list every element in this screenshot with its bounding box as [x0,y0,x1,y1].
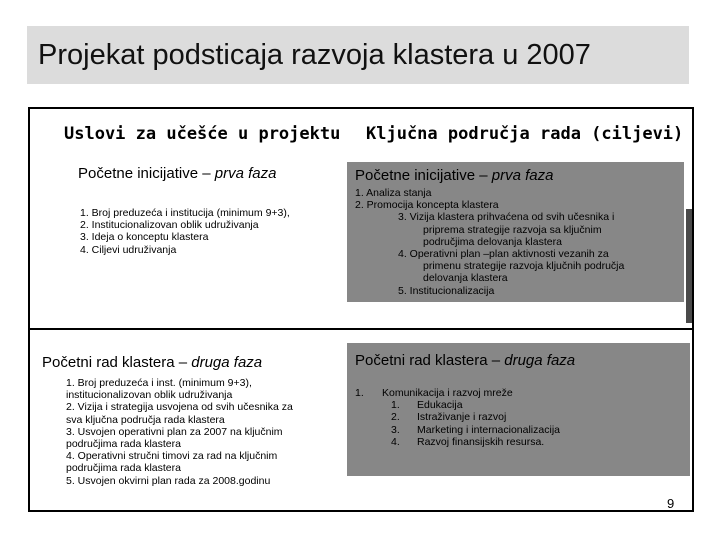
left-heading: Uslovi za učešće u projektu [64,124,341,144]
second-phase-right-label: Početni rad klastera – druga faza [355,352,576,369]
first-phase-left-label: Početne inicijative – prva faza [78,165,277,182]
list-item: 2. Institucionalizovan oblik udruživanja [80,219,259,232]
list-item: 4. Razvoj finansijskih resursa. [391,435,545,448]
list-item: primenu strategije razvoja ključnih područja [423,260,625,273]
list-item: delovanja klastera [423,272,508,285]
list-item: pripremа strategije razvoja sa ključnim [423,223,602,236]
list-item: 5. Institucionalizacija [398,284,495,297]
shadow-stripe [686,209,692,323]
first-phase-right-label: Početne inicijative – prva faza [355,167,554,184]
list-item: 3. Usvojen operativni plan za 2007 na ključnim [66,425,283,438]
right-heading: Ključna područja rada (ciljevi) [366,124,684,144]
list-item: područjima delovanja klastera [423,235,562,248]
slide-title: Projekat podsticaja razvoja klastera u 2007 [38,39,591,71]
list-item: 2. Promocija koncepta klastera [355,199,499,212]
second-phase-goals-list [355,387,560,448]
second-phase-left-label: Početni rad klastera – druga faza [42,354,263,371]
list-item: 4. Operativni plan –plan aktivnosti vezanih za [398,248,609,261]
list-item: 3. Marketing i internacionalizacija [391,423,560,436]
list-item: 1. Broj preduzeća i institucija (minimum 9+3), [80,207,290,219]
list-item: područjima rada klastera [66,462,181,475]
list-item: institucionalizovan oblik udruživanja [66,389,233,402]
page-number: 9 [667,496,675,511]
first-phase-conditions-list [80,207,290,256]
list-item: 4. Operativni stručni timovi za rad na ključnim [66,450,278,463]
list-item: 5. Usvojen okvirni plan rada za 2008.godinu [66,474,271,487]
list-item: 2. Vizija i strategija usvojena od svih učesnika za [66,401,293,414]
list-item: 1. Edukacija [391,399,463,412]
first-phase-goals-list [355,187,624,297]
list-item: sva ključna područja rada klastera [66,413,225,426]
phase-divider [28,328,694,330]
title-bar [27,26,689,84]
list-item: 1. Komunikacija i razvoj mreže [355,387,513,399]
list-item: 2. Istraživanje i razvoj [391,411,507,424]
list-item: 1. Broj preduzeća i inst. (minimum 9+3), [66,377,252,389]
list-item: 1. Analiza stanja [355,187,432,199]
list-item: 4. Ciljevi udruživanja [80,243,177,256]
list-item: 3. Ideja o konceptu klastera [80,231,209,244]
second-phase-conditions-list [66,377,293,487]
list-item: 3. Vizija klastera prihvaćena od svih učesnika i [398,211,615,224]
list-item: područjima rada klastera [66,438,181,451]
